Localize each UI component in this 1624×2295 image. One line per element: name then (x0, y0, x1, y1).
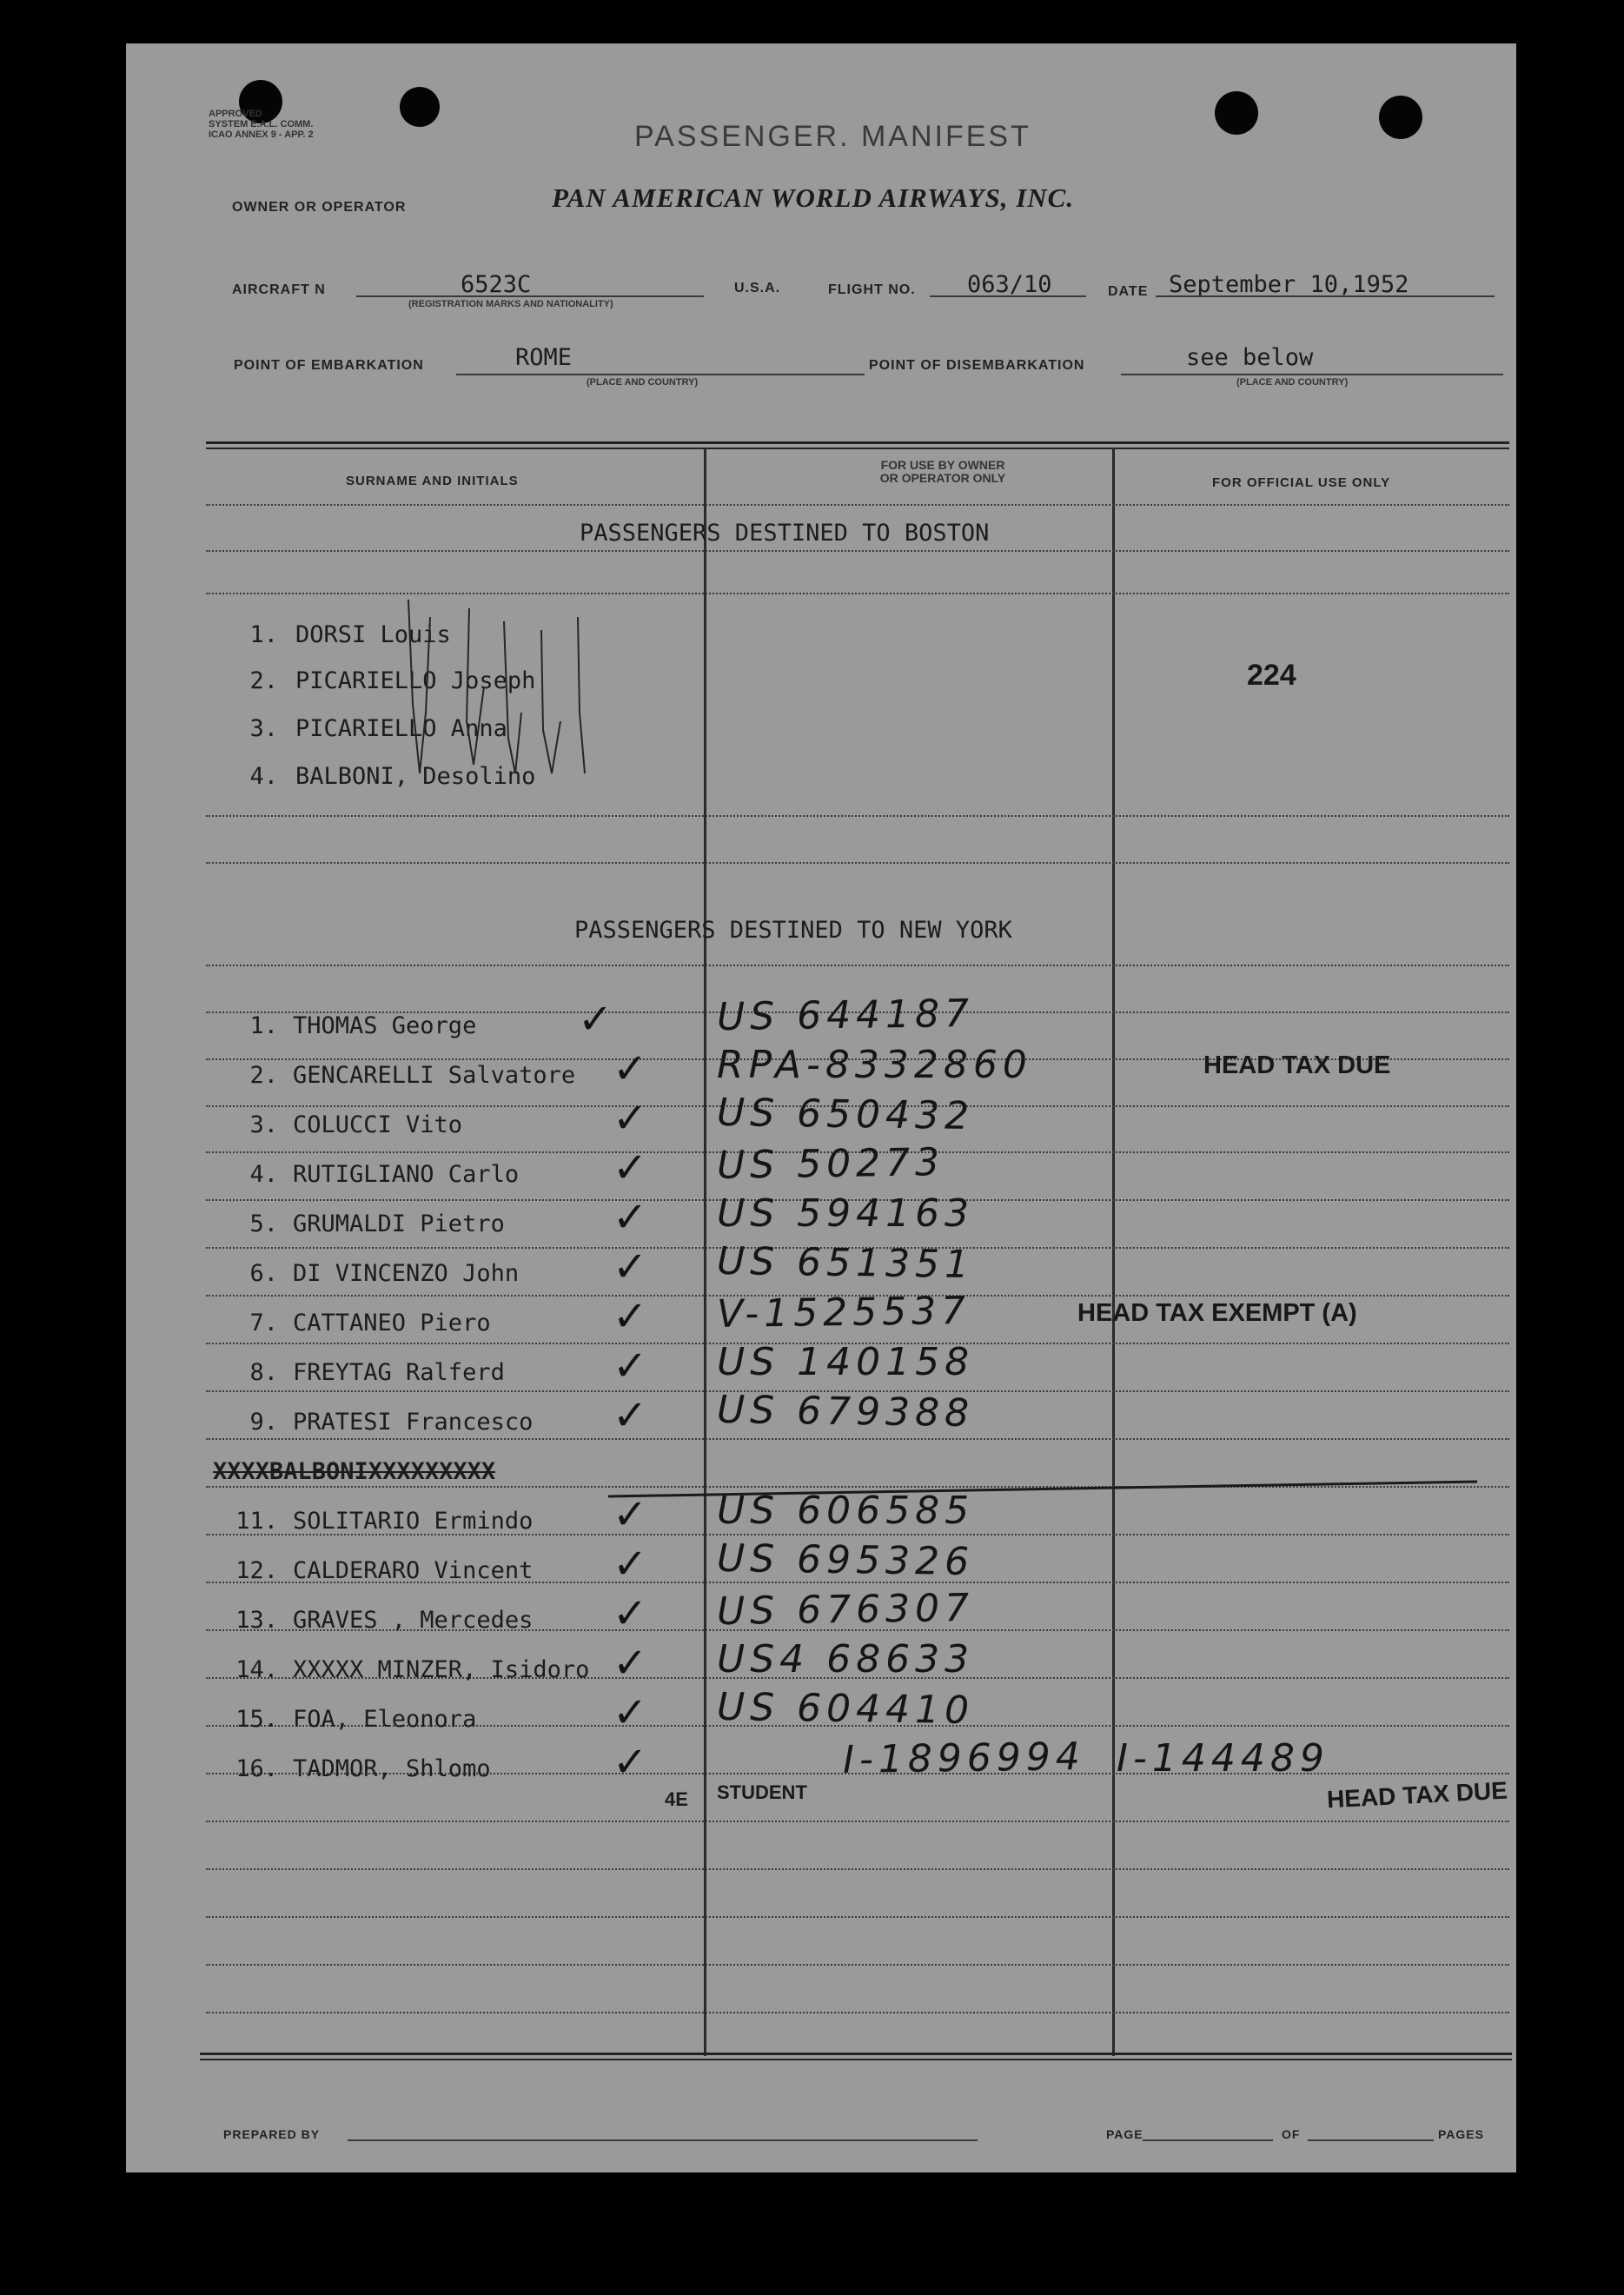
col-surname-header: SURNAME AND INITIALS (346, 474, 519, 488)
document-number: V-1525537 (716, 1288, 971, 1337)
passenger-number: 2. (249, 667, 278, 694)
passenger-name: COLUCCI Vito (293, 1111, 463, 1138)
strike-line (126, 43, 1516, 2172)
date-value: September 10,1952 (1169, 271, 1409, 298)
check-mark-icon: ✓ (613, 1144, 648, 1192)
check-mark-icon: ✓ (613, 1243, 648, 1291)
passenger-number: 2. (249, 1062, 278, 1089)
date-label: DATE (1108, 284, 1149, 299)
passenger-number: 1. (249, 1012, 278, 1039)
document-number: US 606585 (717, 1489, 975, 1533)
passenger-name: CATTANEO Piero (293, 1310, 491, 1337)
official-note: HEAD TAX DUE (1203, 1051, 1391, 1079)
owner-label: OWNER OR OPERATOR (232, 200, 407, 215)
passenger-name: PICARIELLO Joseph (295, 667, 536, 694)
check-mark-icon: ✓ (613, 1688, 648, 1737)
row16-student-stamp: STUDENT (717, 1781, 807, 1803)
boston-official-note: 224 (1247, 659, 1296, 692)
check-mark-icon: ✓ (613, 1490, 648, 1539)
owner-value: PAN AMERICAN WORLD AIRWAYS, INC. (552, 182, 1075, 213)
document-number: I-1896994 (842, 1735, 1086, 1782)
aircraft-value: 6523C (461, 271, 532, 298)
passenger-number: 11. (235, 1508, 278, 1535)
disembark-sublabel: (PLACE AND COUNTRY) (1236, 377, 1349, 388)
disembark-label: POINT OF DISEMBARKATION (869, 358, 1085, 373)
passenger-name: FOA, Eleonora (293, 1706, 477, 1733)
document-number: US 650432 (716, 1090, 975, 1139)
check-mark-icon: ✓ (613, 1342, 648, 1390)
col-owner-header: FOR USE BY OWNER OR OPERATOR ONLY (879, 458, 1006, 485)
passenger-number: 8. (249, 1359, 278, 1386)
passenger-name: DI VINCENZO John (293, 1260, 520, 1287)
aircraft-sublabel: (REGISTRATION MARKS AND NATIONALITY) (408, 299, 613, 309)
check-mark-icon: ✓ (613, 1738, 648, 1787)
passenger-name: XXXXBALBONIXXXXXXXXX (213, 1458, 496, 1485)
passenger-number: 16. (235, 1755, 278, 1782)
official-note: HEAD TAX EXEMPT (A) (1077, 1299, 1357, 1327)
prepared-by-label: PREPARED BY (223, 2127, 321, 2141)
passenger-name: FREYTAG Ralferd (293, 1359, 505, 1386)
row16-tax-stamp: HEAD TAX DUE (1326, 1776, 1508, 1814)
passenger-name: PICARIELLO Anna (295, 715, 507, 742)
passenger-number: 3. (249, 1111, 278, 1138)
of-label: OF (1282, 2127, 1301, 2141)
col-official-header: FOR OFFICIAL USE ONLY (1212, 475, 1391, 490)
passenger-number: 3. (249, 715, 278, 742)
passenger-name: THOMAS George (293, 1012, 477, 1039)
passenger-number: 6. (249, 1260, 278, 1287)
passenger-number: 5. (249, 1211, 278, 1237)
check-mark-icon: ✓ (613, 1639, 648, 1688)
passenger-number: 4. (249, 1161, 278, 1188)
passenger-number: 4. (249, 763, 278, 790)
passenger-name: PRATESI Francesco (293, 1409, 534, 1436)
passenger-name: XXXXX MINZER, Isidoro (293, 1656, 590, 1683)
passenger-name: SOLITARIO Ermindo (293, 1508, 534, 1535)
passenger-number: 9. (249, 1409, 278, 1436)
passenger-name: GRAVES , Mercedes (293, 1607, 534, 1634)
document-number: US4 68633 (717, 1637, 975, 1681)
passenger-name: CALDERARO Vincent (293, 1557, 534, 1584)
check-mark-icon: ✓ (578, 995, 613, 1044)
document-number: US 594163 (717, 1191, 975, 1236)
passenger-number: 1. (249, 621, 278, 648)
check-mark-icon: ✓ (613, 1540, 648, 1589)
document-number: US 140158 (717, 1340, 975, 1384)
disembark-value: see below (1186, 344, 1314, 371)
page-label: PAGE (1106, 2127, 1143, 2141)
check-mark-icon: ✓ (613, 1391, 648, 1440)
document-number: US 604410 (716, 1684, 975, 1734)
flight-label: FLIGHT NO. (828, 282, 916, 297)
flight-value: 063/10 (967, 271, 1052, 298)
passenger-name: DORSI Louis (295, 621, 451, 648)
passenger-number: 14. (235, 1656, 278, 1683)
country-label: U.S.A. (734, 281, 781, 295)
check-mark-icon: ✓ (613, 1589, 648, 1638)
passenger-name: GENCARELLI Salvatore (293, 1062, 576, 1089)
document-number: US 644187 (716, 991, 975, 1040)
passenger-number: 12. (235, 1557, 278, 1584)
row16-mark: 4E (665, 1788, 688, 1810)
approval-note: APPROVED SYSTEM E.A.L. COMM. ICAO ANNEX 9 - APP. 2 (209, 109, 314, 140)
check-mark-icon: ✓ (613, 1094, 648, 1143)
official-note: I-144489 (1117, 1736, 1329, 1781)
passenger-name: GRUMALDI Pietro (293, 1211, 505, 1237)
embark-sublabel: (PLACE AND COUNTRY) (587, 377, 699, 388)
passenger-number: 7. (249, 1310, 278, 1337)
passenger-name: RUTIGLIANO Carlo (293, 1161, 520, 1188)
boston-heading: PASSENGERS DESTINED TO BOSTON (580, 520, 990, 547)
pages-label: PAGES (1438, 2127, 1484, 2141)
document-number: RPA-8332860 (717, 1043, 1032, 1087)
passenger-number: 13. (235, 1607, 278, 1634)
check-mark-icon: ✓ (613, 1193, 648, 1242)
new-york-heading: PASSENGERS DESTINED TO NEW YORK (574, 917, 1012, 944)
document-number: US 651351 (716, 1238, 975, 1288)
manifest-sheet (126, 43, 1516, 2172)
passenger-number: 15. (235, 1706, 278, 1733)
form-title: PASSENGER. MANIFEST (634, 120, 1031, 153)
document-number: US 679388 (716, 1387, 975, 1436)
document-number: US 695326 (716, 1536, 975, 1585)
embark-value: ROME (515, 344, 573, 371)
passenger-name: TADMOR, Shlomo (293, 1755, 491, 1782)
document-number: US 676307 (716, 1585, 975, 1635)
document-number: US 50273 (716, 1140, 945, 1188)
aircraft-label: AIRCRAFT N (232, 282, 326, 297)
passenger-name: BALBONI, Desolino (295, 763, 536, 790)
check-mark-icon: ✓ (613, 1045, 648, 1093)
check-mark-icon: ✓ (613, 1292, 648, 1341)
embark-label: POINT OF EMBARKATION (234, 358, 424, 373)
